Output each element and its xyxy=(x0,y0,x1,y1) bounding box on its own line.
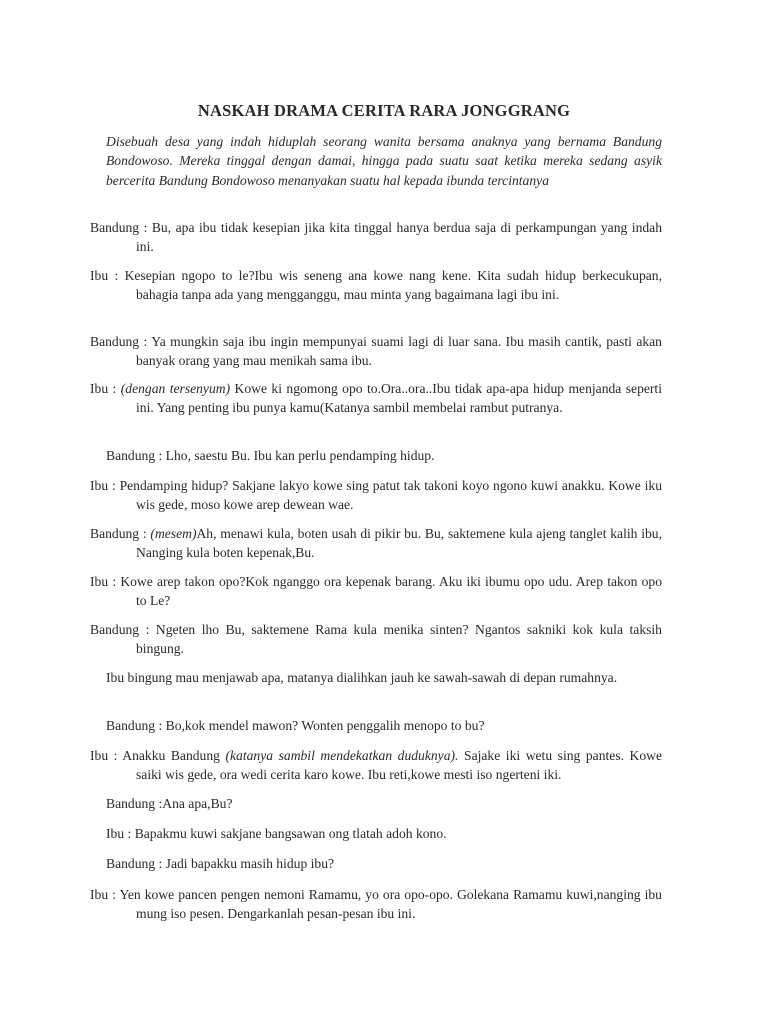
speaker-label: Bandung : xyxy=(106,448,163,463)
dialogue-line xyxy=(90,885,662,924)
speaker-label: Bandung : xyxy=(90,526,147,541)
dialogue-line xyxy=(90,746,662,785)
document-title: NASKAH DRAMA CERITA RARA JONGGRANG xyxy=(197,101,571,120)
dialogue-line xyxy=(90,476,662,515)
dialogue-text: Bapakmu kuwi sakjane bangsawan ong tlatah adoh kono. xyxy=(134,826,447,841)
speaker-label: Ibu : xyxy=(90,268,119,283)
dialogue-text: Kowe ki ngomong opo to.Ora..ora..Ibu tidak apa-apa hidup menjanda seperti ini. Yang penting ibu punya kamu(Katanya sambil membelai rambut putranya. xyxy=(136,381,662,416)
speaker-label: Bandung : xyxy=(90,334,148,349)
dialogue-line xyxy=(90,379,662,418)
dialogue-text: Ah, menawi kula, boten usah di pikir bu. Bu, saktemene kula ajeng tanglet kalih ibu, Nanging kula boten kepenak,Bu. xyxy=(136,526,662,561)
dialogue-line xyxy=(90,266,662,305)
speaker-label: Ibu : xyxy=(90,887,116,902)
speaker-label: Bandung : xyxy=(106,856,163,871)
speaker-label: Ibu : xyxy=(90,748,118,763)
dialogue-text: Yen kowe pancen pengen nemoni Ramamu, yo ora opo-opo. Golekana Ramamu kuwi,nanging ibu mung iso pesen. Dengarkanlah pesan-pesan ibu ini. xyxy=(119,887,662,922)
dialogue-text: Jadi bapakku masih hidup ibu? xyxy=(165,856,335,871)
dialogue-line xyxy=(90,218,662,257)
speaker-label: Bandung : xyxy=(106,718,163,733)
speaker-label: Bandung : xyxy=(106,796,163,811)
speaker-label: Ibu : xyxy=(90,478,116,493)
dialogue-line xyxy=(106,794,662,813)
speaker-label: Ibu : xyxy=(90,574,117,589)
dialogue-text: Bo,kok mendel mawon? Wonten penggalih menopo to bu? xyxy=(165,718,485,733)
dialogue-text: Lho, saestu Bu. Ibu kan perlu pendamping hidup. xyxy=(165,448,435,463)
speaker-label: Ibu : xyxy=(106,826,132,841)
dialogue-text: Ngeten lho Bu, saktemene Rama kula menika sinten? Ngantos sakniki kok kula taksih bingung. xyxy=(136,622,662,657)
dialogue-line xyxy=(90,332,662,371)
dialogue-line xyxy=(90,620,662,659)
dialogue-line xyxy=(106,854,662,873)
dialogue-text: Ana apa,Bu? xyxy=(162,796,233,811)
dialogue-text-continued: Sajake iki wetu sing pantes. Kowe saiki wis gede, ora wedi cerita karo kowe. Ibu reti,kowe mesti iso ngerteni iki. xyxy=(136,748,663,783)
dialogue-line xyxy=(106,716,662,735)
dialogue-text: Ya mungkin saja ibu ingin mempunyai suami lagi di luar sana. Ibu masih cantik, pasti akan banyak orang yang mau menikah sama ibu. xyxy=(136,334,662,369)
dialogue-text: Anakku Bandung xyxy=(122,748,220,763)
speaker-label: Bandung : xyxy=(90,622,150,637)
narration-paragraph xyxy=(106,668,662,687)
dialogue-line xyxy=(90,572,662,611)
intro-paragraph: Disebuah desa yang indah hiduplah seorang wanita bersama anaknya yang bernama Bandung Bondowoso. Mereka tinggal dengan damai, hingga pada suatu saat ketika mereka sedang asyik bercerita Bandung Bondowoso menanyakan suatu hal kepada ibunda tercintanya xyxy=(106,134,662,188)
dialogue-line xyxy=(106,824,662,843)
dialogue-text: Pendamping hidup? Sakjane lakyo kowe sing patut tak takoni koyo ngono kuwi anakku. Kowe iku wis gede, moso kowe arep dewean wae. xyxy=(119,478,662,513)
dialogue-line xyxy=(90,524,662,563)
dialogue-text: Kesepian ngopo to le?Ibu wis seneng ana kowe nang kene. Kita sudah hidup berkecukupan, bahagia tanpa ada yang mengganggu, mau minta yang bagaimana lagi ibu ini. xyxy=(124,268,662,303)
dialogue-text: Bu, apa ibu tidak kesepian jika kita tinggal hanya berdua saja di perkampungan yang indah ini. xyxy=(136,220,662,255)
dialogue-text: Kowe arep takon opo?Kok nganggo ora kepenak barang. Aku iki ibumu opo udu. Arep takon opo to Le? xyxy=(120,574,662,609)
stage-direction: (katanya sambil mendekatkan duduknya). xyxy=(225,748,459,763)
narration-text: Ibu bingung mau menjawab apa, matanya dialihkan jauh ke sawah-sawah di depan rumahnya. xyxy=(106,670,618,685)
dialogue-line xyxy=(106,446,662,465)
stage-direction: (dengan tersenyum) xyxy=(120,381,231,396)
stage-direction: (mesem) xyxy=(150,526,197,541)
speaker-label: Bandung : xyxy=(90,220,148,235)
speaker-label: Ibu : xyxy=(90,381,117,396)
